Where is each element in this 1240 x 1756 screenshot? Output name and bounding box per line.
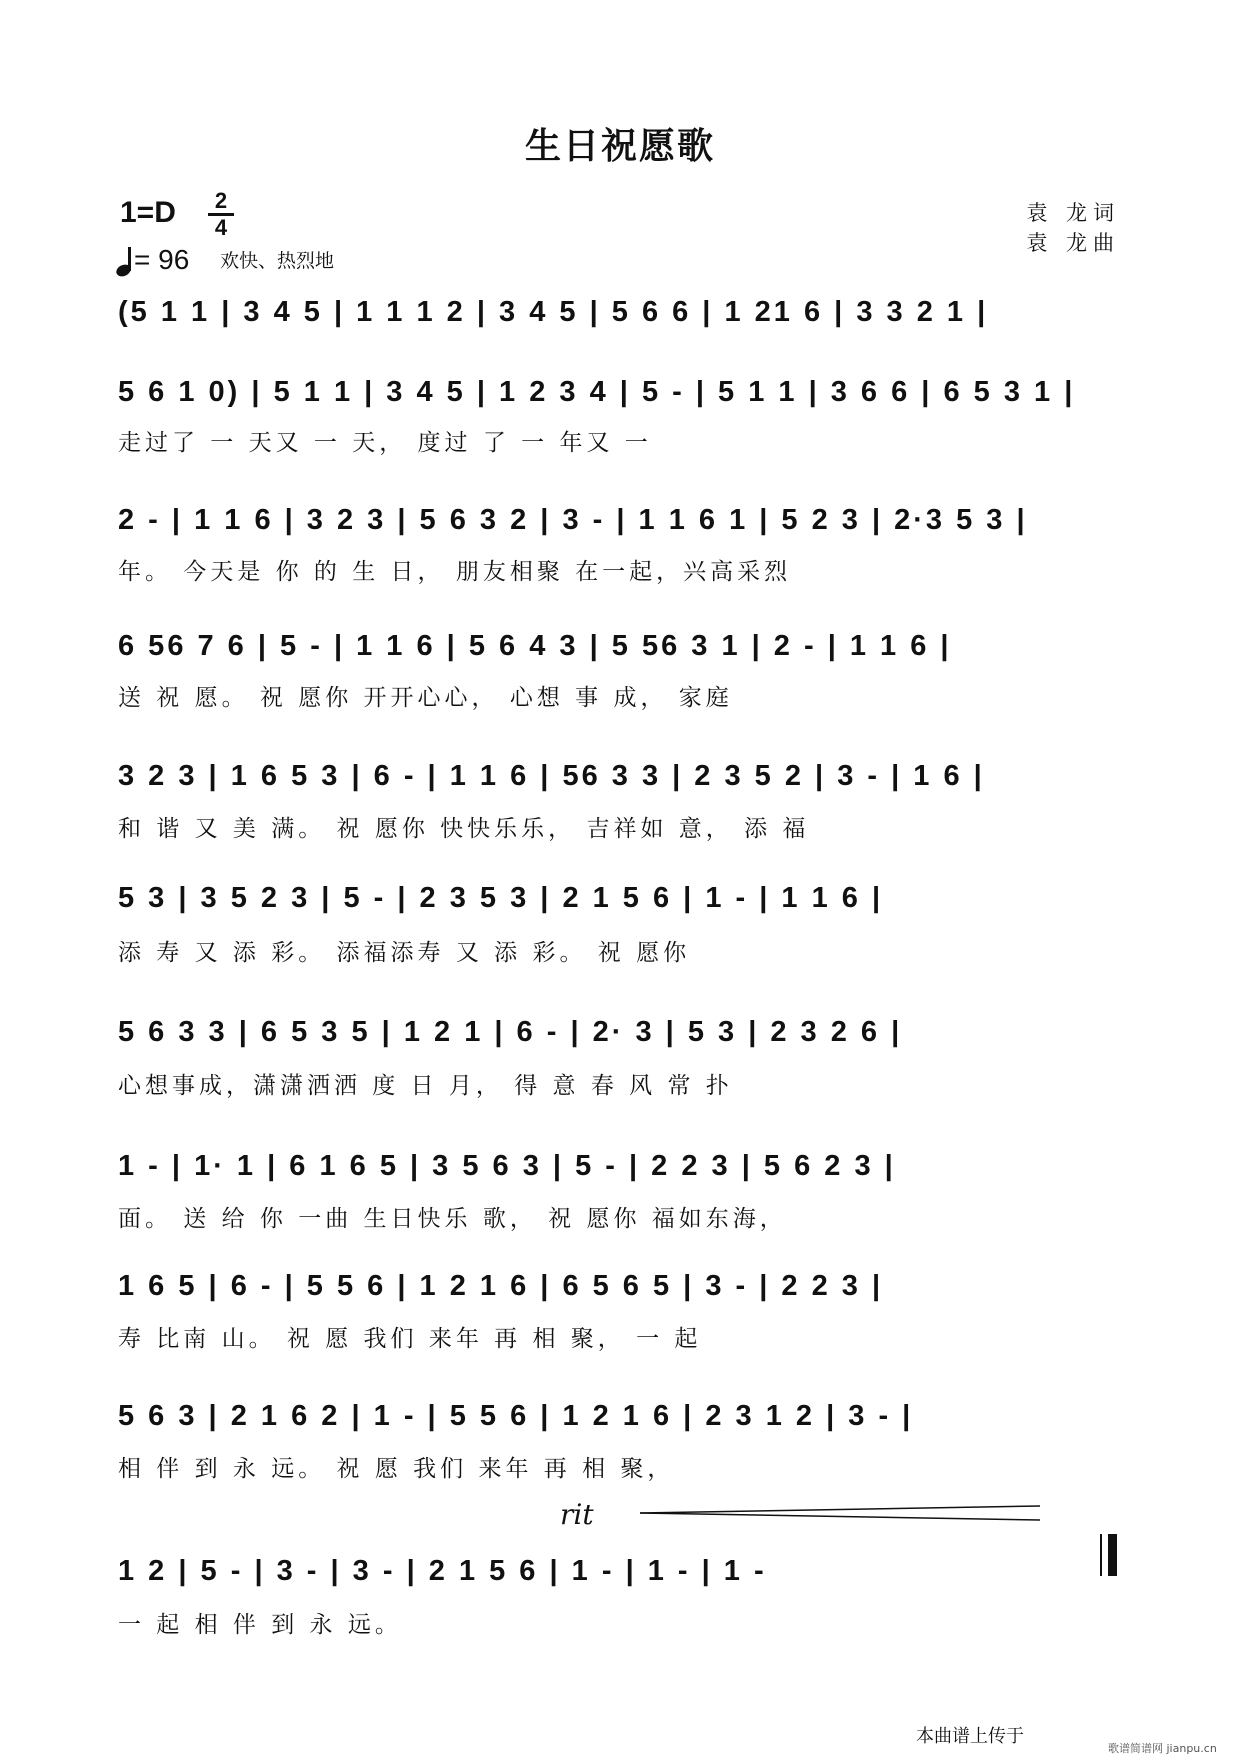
lyrics-line-7: 心想事成，潇潇洒洒 度 日 月， 得 意 春 风 常 扑 bbox=[118, 1073, 733, 1099]
lyrics-line-5: 和 谐 又 美 满。 祝 愿你 快快乐乐， 吉祥如 意， 添 福 bbox=[118, 816, 810, 842]
key-signature: 1=D bbox=[120, 196, 176, 229]
final-barline-thick bbox=[1108, 1534, 1117, 1576]
quarter-note-icon bbox=[116, 247, 134, 277]
tempo-marking bbox=[116, 244, 189, 277]
time-signature-bottom: 4 bbox=[214, 215, 228, 240]
lyrics-line-6: 添 寿 又 添 彩。 添福添寿 又 添 彩。 祝 愿你 bbox=[118, 940, 691, 966]
notation-line-1: (5 1 1 | 3 4 5 | 1 1 1 2 | 3 4 5 | 5 6 6 | 1 21 6 | 3 3 2 1 | bbox=[118, 296, 989, 328]
ritardando-marking: rit bbox=[560, 1498, 594, 1531]
time-signature-top: 2 bbox=[214, 188, 228, 213]
notation-line-5: 3 2 3 | 1 6 5 3 | 6 - | 1 1 6 | 56 3 3 | 2 3 5 2 | 3 - | 1 6 | bbox=[118, 760, 985, 792]
expression-marking: 欢快、热烈地 bbox=[220, 250, 335, 272]
lyrics-line-11: 一 起 相 伴 到 永 远。 bbox=[118, 1612, 402, 1638]
tempo-value: = 96 bbox=[134, 244, 190, 275]
notation-line-8: 1 - | 1· 1 | 6 1 6 5 | 3 5 6 3 | 5 - | 2 2 3 | 5 6 2 3 | bbox=[118, 1150, 896, 1182]
notation-line-6: 5 3 | 3 5 2 3 | 5 - | 2 3 5 3 | 2 1 5 6 | 1 - | 1 1 6 | bbox=[118, 882, 884, 914]
notation-line-3: 2 - | 1 1 6 | 3 2 3 | 5 6 3 2 | 3 - | 1 1 6 1 | 5 2 3 | 2·3 5 3 | bbox=[118, 504, 1028, 536]
notation-line-9: 1 6 5 | 6 - | 5 5 6 | 1 2 1 6 | 6 5 6 5 | 3 - | 2 2 3 | bbox=[118, 1270, 884, 1302]
lyricist-credit: 袁 龙词 bbox=[1026, 201, 1120, 225]
lyrics-line-8: 面。 送 给 你 一曲 生日快乐 歌， 祝 愿你 福如东海， bbox=[118, 1206, 787, 1232]
time-signature bbox=[208, 190, 234, 239]
notation-line-2: 5 6 1 0) | 5 1 1 | 3 4 5 | 1 2 3 4 | 5 - | 5 1 1 | 3 6 6 | 6 5 3 1 | bbox=[118, 376, 1076, 408]
ritardando-line bbox=[640, 1504, 1040, 1522]
notation-line-11: 1 2 | 5 - | 3 - | 3 - | 2 1 5 6 | 1 - | 1 - | 1 - bbox=[118, 1555, 767, 1587]
lyrics-line-4: 送 祝 愿。 祝 愿你 开开心心， 心想 事 成， 家庭 bbox=[118, 685, 733, 711]
composer-credit: 袁 龙曲 bbox=[1026, 231, 1120, 255]
lyrics-line-10: 相 伴 到 永 远。 祝 愿 我们 来年 再 相 聚， bbox=[118, 1456, 675, 1482]
footer-upload-note: 本曲谱上传于 bbox=[916, 1726, 1024, 1747]
lyrics-line-9: 寿 比南 山。 祝 愿 我们 来年 再 相 聚， 一 起 bbox=[118, 1326, 702, 1352]
final-barline-thin bbox=[1100, 1534, 1102, 1576]
page-title: 生日祝愿歌 bbox=[524, 125, 715, 167]
lyrics-line-2: 走过了 一 天又 一 天， 度过 了 一 年又 一 bbox=[118, 430, 652, 456]
notation-line-4: 6 56 7 6 | 5 - | 1 1 6 | 5 6 4 3 | 5 56 3 1 | 2 - | 1 1 6 | bbox=[118, 630, 952, 662]
watermark: 歌谱简谱网 jianpu.cn bbox=[1108, 1742, 1217, 1755]
lyrics-line-3: 年。 今天是 你 的 生 日， 朋友相聚 在一起，兴高采烈 bbox=[118, 559, 792, 585]
notation-line-7: 5 6 3 3 | 6 5 3 5 | 1 2 1 | 6 - | 2· 3 | 5 3 | 2 3 2 6 | bbox=[118, 1016, 903, 1048]
notation-line-10: 5 6 3 | 2 1 6 2 | 1 - | 5 5 6 | 1 2 1 6 | 2 3 1 2 | 3 - | bbox=[118, 1400, 914, 1432]
